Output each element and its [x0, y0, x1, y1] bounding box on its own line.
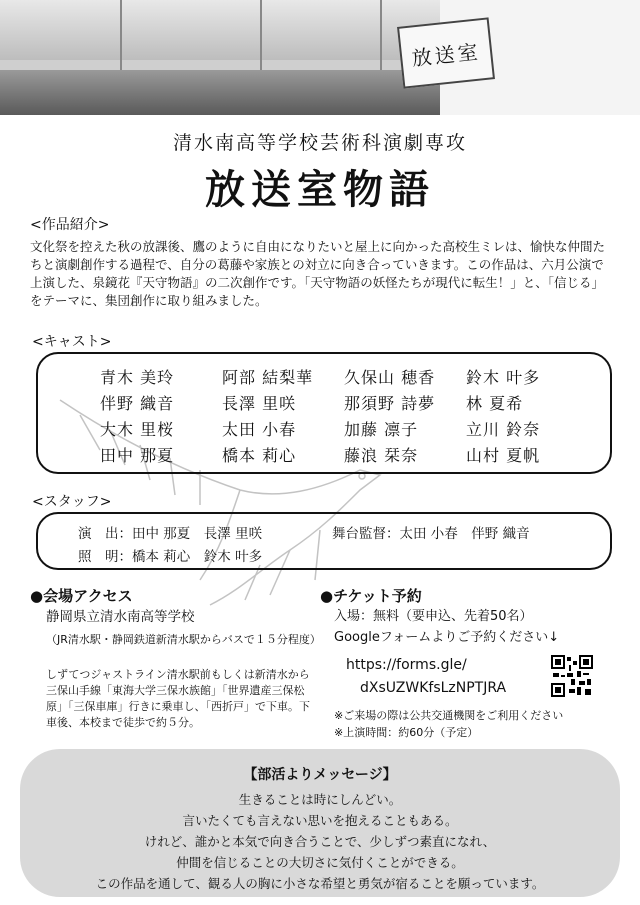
access-heading: ●会場アクセス — [30, 587, 133, 605]
cast-member: 太田 小春 — [222, 420, 297, 439]
venue-name: 静岡県立清水南高等学校 — [46, 609, 195, 625]
cast-member: 那須野 詩夢 — [344, 394, 436, 413]
access-note: （JR清水駅・静岡鉄道新清水駅からバスで１５分程度） — [46, 633, 321, 646]
cast-member: 阿部 結梨華 — [222, 368, 314, 387]
message-line: この作品を通して、観る人の胸に小さな希望と勇気が宿ることを願っています。 — [95, 876, 545, 891]
cast-member: 伴野 織音 — [100, 394, 175, 413]
cast-member: 藤浪 栞奈 — [344, 446, 419, 465]
intro-body: 文化祭を控えた秋の放課後、鷹のように自由になりたいと屋上に向かった高校生ミレは、愉快な仲間たちと演劇創作する過程で、自分の葛藤や家族との対立に向き合っていきます。この作品は、六月公演で上演した、泉鏡花『天守物語』の二次創作です。「天守物語の妖怪たちが現代に転生！」と、「信じる」をテーマに、集団創作に取り組みました。 — [30, 239, 606, 308]
cast-member: 長澤 里咲 — [222, 394, 297, 413]
staff-lighting: 照 明：橋本 莉心 鈴木 叶多 — [78, 549, 263, 565]
message-line: けれど、誰かと本気で向き合うことで、少しずつ素直になれ、 — [144, 834, 496, 849]
ticket-admission: 入場：無料（要申込、先着50名） — [334, 609, 533, 624]
ticket-heading: ●チケット予約 — [320, 587, 422, 605]
page-title: 放送室物語 — [205, 166, 435, 213]
message-line: 仲間を信じることの大切さに気付くことができる。 — [176, 855, 464, 870]
staff-heading: <スタッフ> — [32, 494, 112, 510]
message-line: 言いたくても言えない思いを抱えることもある。 — [182, 813, 458, 828]
ticket-url-line2[interactable]: dXsUZWKfsLzNPTJRA — [360, 680, 507, 696]
cast-member: 鈴木 叶多 — [466, 368, 541, 387]
cast-member: 橋本 莉心 — [222, 446, 297, 465]
cast-member: 加藤 凛子 — [344, 420, 419, 439]
qr-code-icon[interactable] — [551, 655, 593, 697]
school-subtitle: 清水南高等学校芸術科演劇専攻 — [172, 132, 467, 154]
ticket-url-line1[interactable]: https://forms.gle/ — [346, 657, 467, 673]
cast-member: 林 夏希 — [466, 394, 524, 413]
intro-heading: <作品紹介> — [30, 217, 110, 233]
access-directions: しずてつジャストライン清水駅前もしくは新清水から三保山手線「東海大学三保水族館」「世界遺産三保松原」「三保車庫」行きに乗車し、「西折戸」で下車。下車後、本校まで徒歩で約５分。 — [46, 668, 310, 729]
ticket-google: Googleフォームよりご予約ください↓ — [334, 630, 560, 645]
cast-member: 久保山 穂香 — [344, 368, 436, 387]
message-line: 生きることは時にしんどい。 — [238, 792, 402, 807]
staff-stage-manager: 舞台監督：太田 小春 伴野 織音 — [332, 526, 530, 542]
room-sign: 放送室 — [397, 17, 495, 88]
cast-member: 田中 那夏 — [100, 446, 175, 465]
ticket-note-transport: ※ご来場の際は公共交通機関をご利用ください — [334, 709, 564, 722]
cast-member: 立川 鈴奈 — [466, 420, 541, 439]
header-photo — [0, 0, 640, 115]
cast-member: 青木 美玲 — [100, 368, 175, 387]
cast-member: 大木 里桜 — [100, 420, 175, 439]
ticket-note-duration: ※上演時間：約60分（予定） — [334, 726, 479, 739]
cast-member: 山村 夏帆 — [466, 446, 541, 465]
staff-direction: 演 出：田中 那夏 長澤 里咲 — [78, 526, 263, 542]
cast-heading: <キャスト> — [32, 334, 112, 350]
message-heading: 【部活よりメッセージ】 — [243, 767, 397, 783]
